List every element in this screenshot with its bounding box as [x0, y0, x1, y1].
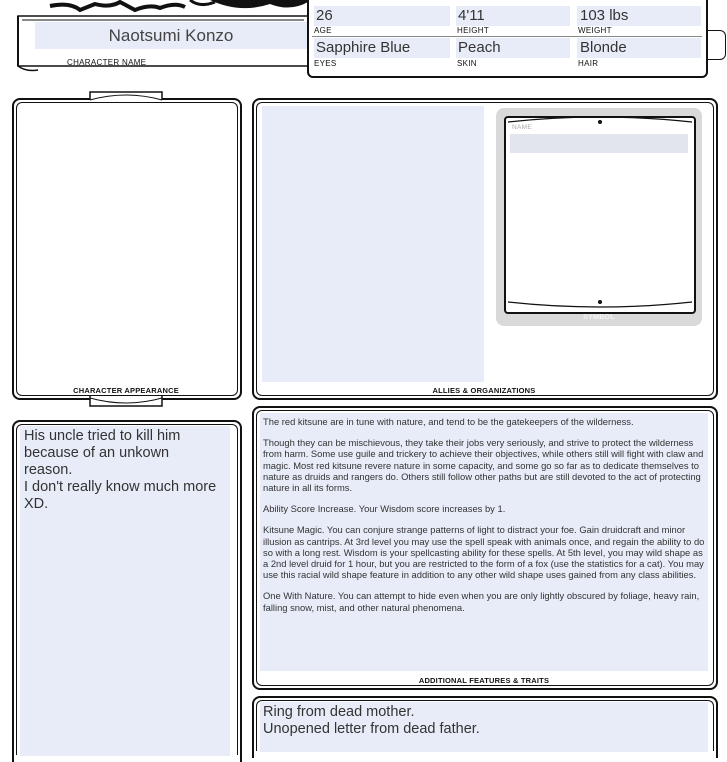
- treasure-line: Unopened letter from dead father.: [263, 721, 480, 737]
- hair-value: Blonde: [580, 39, 627, 56]
- symbol-bottom-ornament: [504, 298, 696, 310]
- features-text: [263, 416, 705, 623]
- features-paragraph: The red kitsune are in tune with nature, and tend to be the gatekeepers of the wilderness.: [263, 416, 634, 427]
- appearance-top-ornament: [88, 90, 164, 102]
- eyes-label: EYES: [314, 59, 337, 68]
- details-frame-right-edge: [707, 30, 726, 60]
- allies-text-field[interactable]: [262, 106, 484, 382]
- weight-label: WEIGHT: [578, 26, 612, 35]
- skin-value: Peach: [458, 39, 501, 56]
- backstory-line: I don't really know much more: [24, 479, 217, 495]
- backstory-line: His uncle tried to kill him: [24, 428, 181, 444]
- height-label: HEIGHT: [457, 26, 490, 35]
- character-name-label: CHARACTER NAME: [67, 58, 147, 67]
- skin-label: SKIN: [457, 59, 477, 68]
- details-divider: [312, 36, 702, 37]
- backstory-line: reason.: [24, 462, 73, 478]
- age-field[interactable]: [314, 6, 450, 26]
- hair-label: HAIR: [578, 59, 599, 68]
- weight-value: 103 lbs: [580, 7, 629, 24]
- treasure-text: [263, 704, 703, 738]
- backstory-text: [24, 428, 234, 513]
- allies-caption: ALLIES & ORGANIZATIONS: [432, 386, 536, 395]
- features-paragraph: Ability Score Increase. Your Wisdom score increases by 1.: [263, 503, 506, 515]
- features-paragraph: Though they can be mischievous, they take their jobs very seriously, and strive to protect the wilderness from harm. Some use guile and trickery to achieve their objectives, while others still will fight with claw and magic. Most red kitsune revere nature in some capacity, and some go so far as to dedicate themselves to nature as druids and rangers do. Others still follow other paths but are still devoted to the act of protecting nature in all its forms.: [263, 437, 704, 494]
- age-label: AGE: [314, 26, 332, 35]
- features-paragraph: Kitsune Magic. You can conjure strange patterns of light to distract your foe. Gain druidcraft and minor illusion as cantrips. At 3rd level you may use the spell speak with animals once, and regain the ability to do so with a long rest. Wisdom is your spellcasting ability for these spells. At 5th level, you may wild shape as a 2nd level druid for 1 hour, but you are restricted to the form of a fox (use the statistics for a cat). You may use this racial wild shape feature in addition to any other wild shape uses gained from any class abilities.: [263, 524, 705, 581]
- symbol-name-label: NAME: [512, 124, 532, 131]
- appearance-box-inner: [16, 102, 238, 396]
- symbol-caption: SYMBOL: [583, 314, 615, 321]
- character-name-value: Naotsumi Konzo: [108, 26, 234, 45]
- features-caption: ADDITIONAL FEATURES & TRAITS: [418, 676, 550, 685]
- eyes-value: Sapphire Blue: [316, 39, 411, 56]
- symbol-name-field[interactable]: [510, 134, 688, 153]
- backstory-line: because of an unkown: [24, 445, 170, 461]
- features-paragraph: One With Nature. You can attempt to hide even when you are only lightly obscured by foliage, heavy rain, falling snow, mist, and other natural phenomena.: [263, 590, 700, 613]
- appearance-caption: CHARACTER APPEARANCE: [73, 386, 179, 395]
- appearance-bottom-ornament: [88, 396, 164, 408]
- age-value: 26: [316, 7, 333, 24]
- symbol-top-ornament: [504, 114, 696, 126]
- backstory-line: XD.: [24, 496, 49, 512]
- treasure-line: Ring from dead mother.: [263, 704, 415, 720]
- height-value: 4'11: [458, 7, 485, 24]
